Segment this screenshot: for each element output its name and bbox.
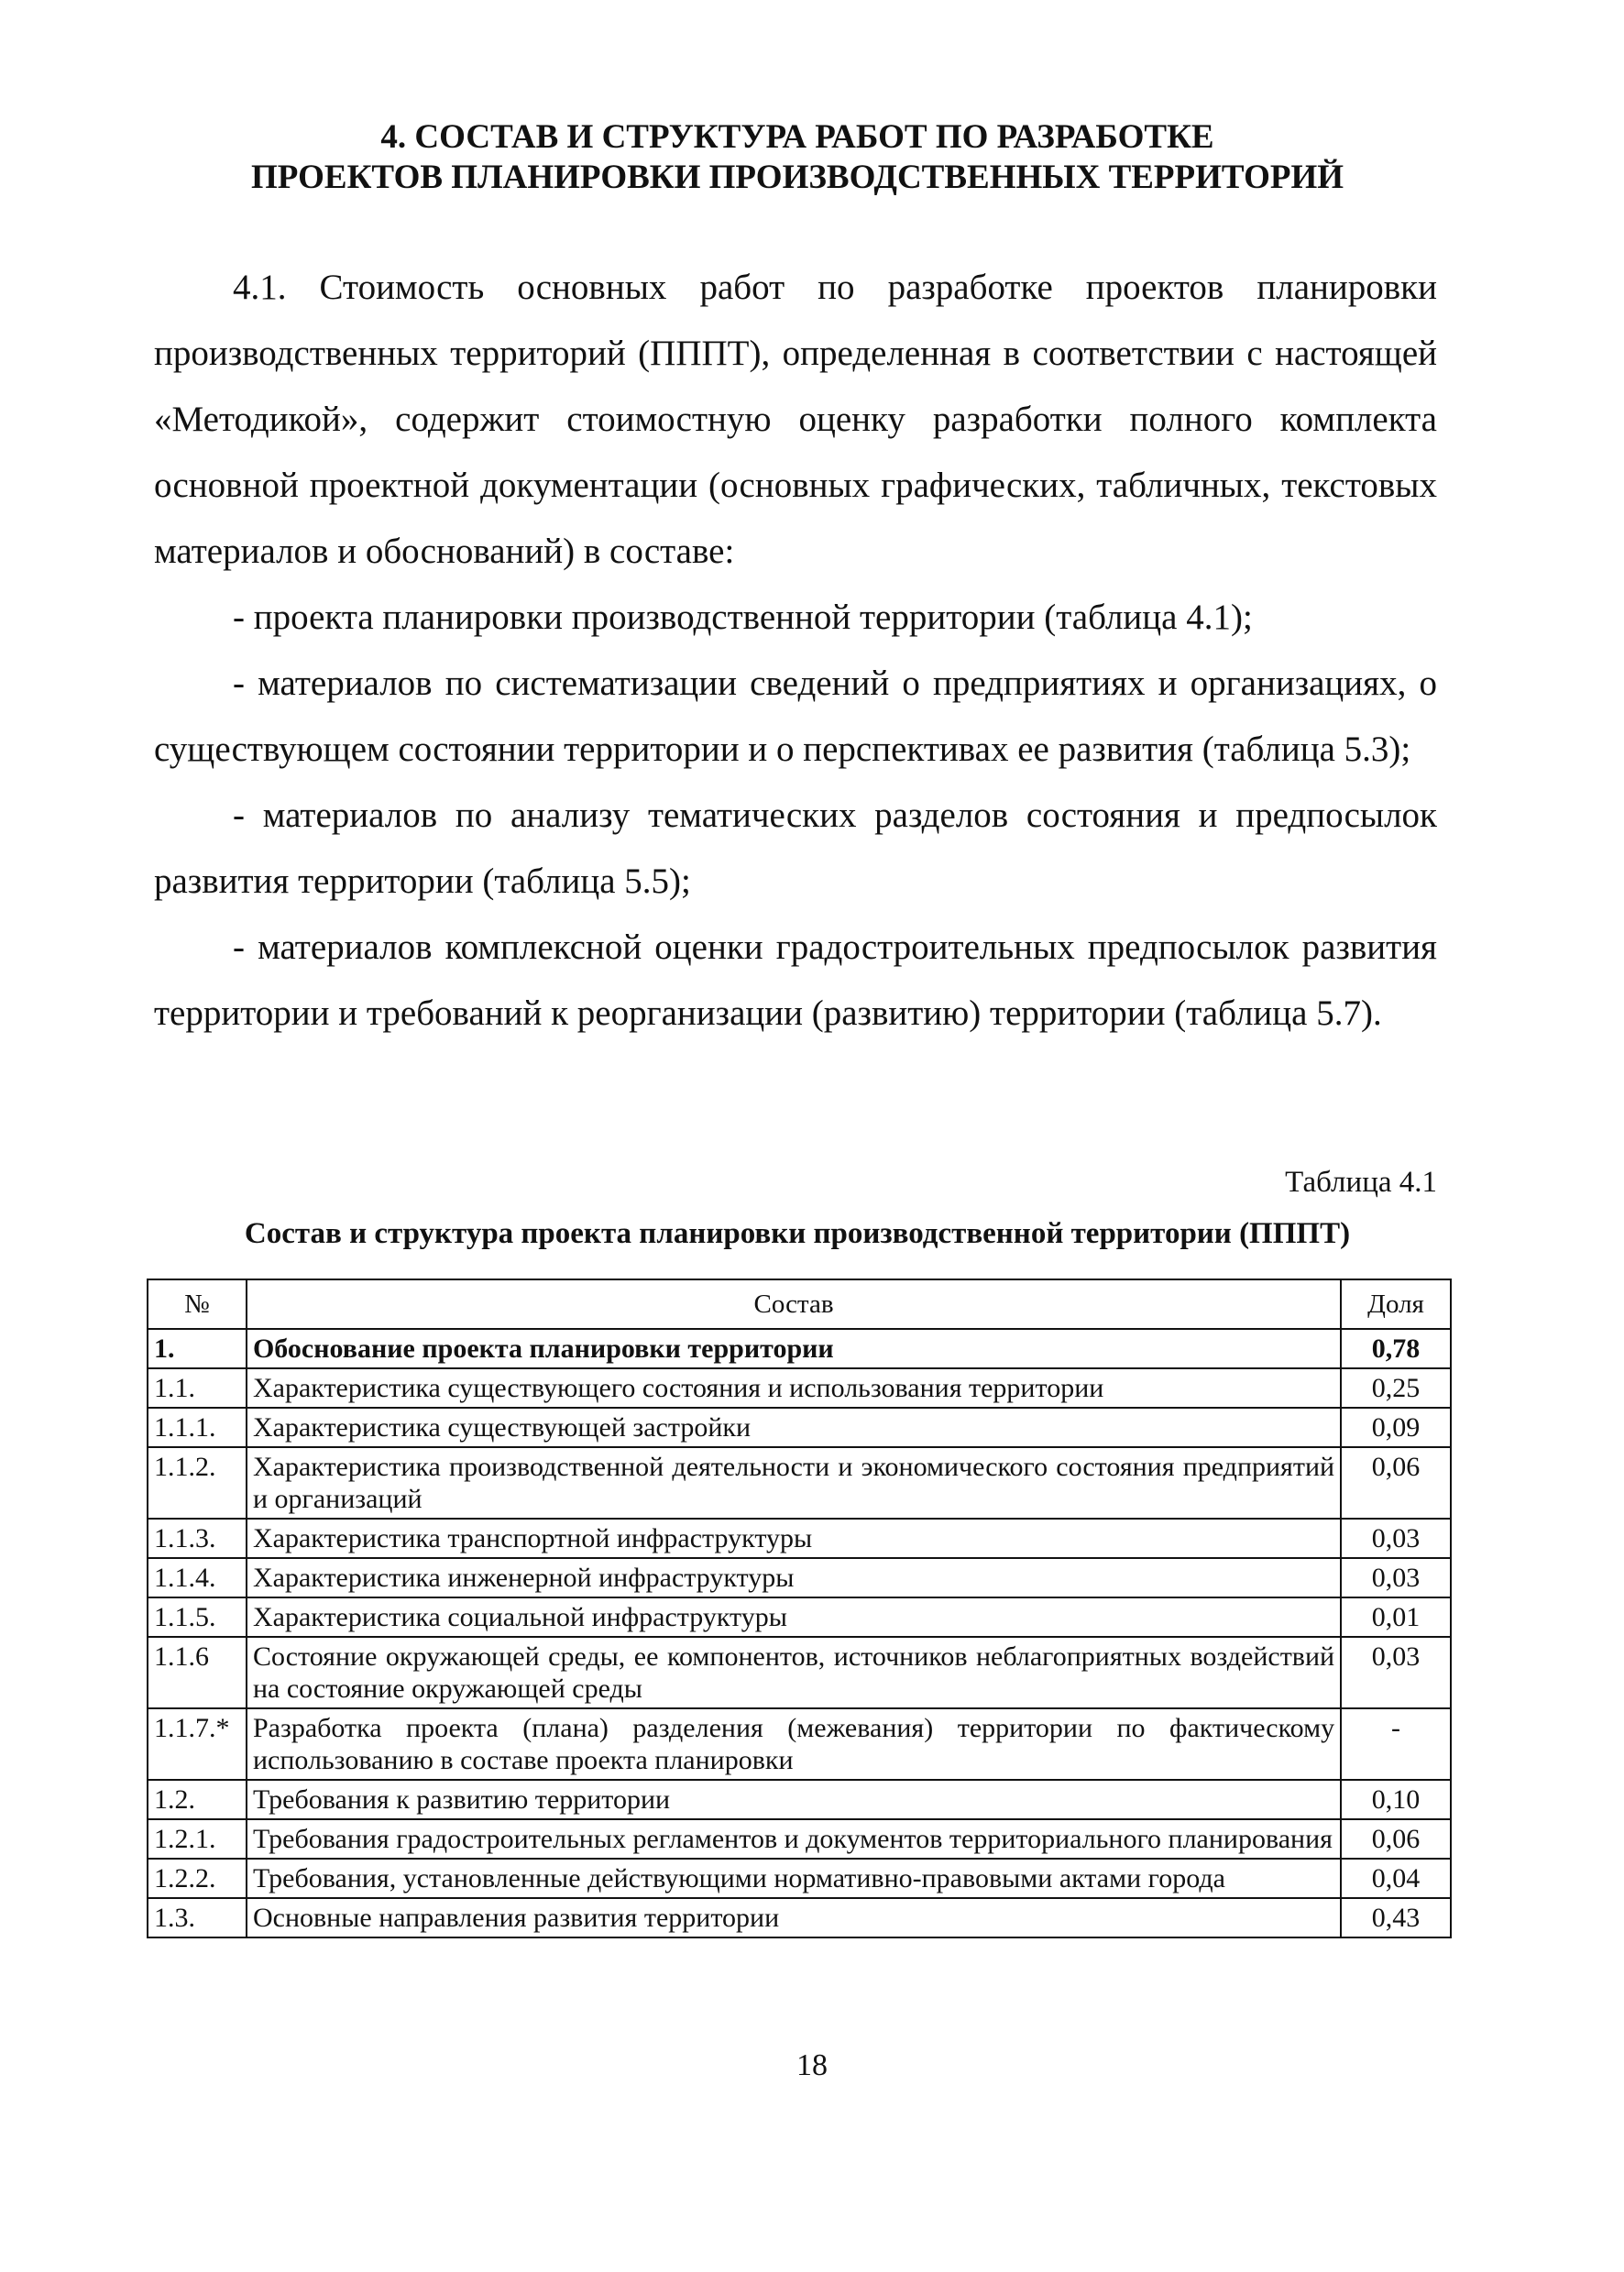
table-row: [148, 1329, 1451, 1368]
row-share: 0,09: [1341, 1408, 1451, 1447]
table-row: [148, 1597, 1451, 1637]
row-text: Разработка проекта (плана) разделения (межевания) территории по фактическому использованию в составе проекта планировки: [247, 1708, 1341, 1780]
row-number: 1.: [148, 1329, 247, 1368]
table-row: [148, 1408, 1451, 1447]
heading-line-1: 4. СОСТАВ И СТРУКТУРА РАБОТ ПО РАЗРАБОТКЕ: [380, 118, 1214, 156]
row-share: 0,25: [1341, 1368, 1451, 1408]
row-share: 0,78: [1341, 1329, 1451, 1368]
header-number: №: [148, 1279, 247, 1329]
row-number: 1.1.6: [148, 1637, 247, 1708]
page-number: 18: [796, 2048, 828, 2082]
row-text: Требования градостроительных регламентов и документов территориального планирования: [247, 1819, 1341, 1859]
row-text: Требования, установленные действующими нормативно-правовыми актами города: [247, 1859, 1341, 1898]
row-text: Характеристика социальной инфраструктуры: [247, 1597, 1341, 1637]
table-row: [148, 1447, 1451, 1519]
row-number: 1.1.1.: [148, 1408, 247, 1447]
row-share: 0,10: [1341, 1780, 1451, 1819]
paragraph-item-4: - материалов комплексной оценки градостроительных предпосылок развития территории и требований к реорганизации (развитию) территории (таблица 5.7).: [154, 927, 1437, 1033]
paragraph-item-2: - материалов по систематизации сведений о предприятиях и организациях, о существующем состоянии территории и о перспективах ее развития (таблица 5.3);: [154, 664, 1437, 769]
table-title: Состав и структура проекта планировки производственной территории (ПППТ): [244, 1217, 1351, 1250]
row-share: 0,43: [1341, 1898, 1451, 1937]
row-text: Обоснование проекта планировки территории: [247, 1329, 1341, 1368]
row-number: 1.1.7.*: [148, 1708, 247, 1780]
row-text: Характеристика транспортной инфраструктуры: [247, 1519, 1341, 1558]
row-share: -: [1341, 1708, 1451, 1780]
table-row: [148, 1708, 1451, 1780]
composition-table: [147, 1279, 1452, 1938]
table-row: [148, 1637, 1451, 1708]
row-text: Требования к развитию территории: [247, 1780, 1341, 1819]
row-number: 1.3.: [148, 1898, 247, 1937]
row-share: 0,06: [1341, 1447, 1451, 1519]
header-composition: Состав: [247, 1279, 1341, 1329]
header-share: Доля: [1341, 1279, 1451, 1329]
table-row: [148, 1519, 1451, 1558]
row-share: 0,06: [1341, 1819, 1451, 1859]
table-row: [148, 1898, 1451, 1937]
row-number: 1.2.2.: [148, 1859, 247, 1898]
row-share: 0,03: [1341, 1637, 1451, 1708]
heading-line-2: ПРОЕКТОВ ПЛАНИРОВКИ ПРОИЗВОДСТВЕННЫХ ТЕРРИТОРИЙ: [250, 159, 1344, 196]
section-heading: [147, 117, 1448, 198]
row-number: 1.2.1.: [148, 1819, 247, 1859]
row-share: 0,03: [1341, 1558, 1451, 1597]
row-text: Характеристика существующего состояния и использования территории: [247, 1368, 1341, 1408]
row-number: 1.1.2.: [148, 1447, 247, 1519]
row-number: 1.1.4.: [148, 1558, 247, 1597]
row-text: Состояние окружающей среды, ее компонентов, источников неблагоприятных воздействий на состояние окружающей среды: [247, 1637, 1341, 1708]
row-share: 0,01: [1341, 1597, 1451, 1637]
table-caption: Таблица 4.1: [1285, 1166, 1437, 1199]
body-text: [154, 255, 1437, 1047]
paragraph-item-1: - проекта планировки производственной территории (таблица 4.1);: [233, 598, 1253, 637]
row-share: 0,03: [1341, 1519, 1451, 1558]
table-row: [148, 1859, 1451, 1898]
row-text: Характеристика существующей застройки: [247, 1408, 1341, 1447]
row-text: Основные направления развития территории: [247, 1898, 1341, 1937]
row-text: Характеристика инженерной инфраструктуры: [247, 1558, 1341, 1597]
table-row: [148, 1819, 1451, 1859]
table-row: [148, 1368, 1451, 1408]
row-number: 1.2.: [148, 1780, 247, 1819]
table-row: [148, 1558, 1451, 1597]
paragraph-intro: 4.1. Стоимость основных работ по разработке проектов планировки производственных территорий (ПППТ), определенная в соответствии с настоящей «Методикой», содержит стоимостную оценку разработки полного комплекта основной проектной документации (основных графических, табличных, текстовых материалов и обоснований) в составе:: [154, 268, 1437, 571]
row-number: 1.1.: [148, 1368, 247, 1408]
table-row: [148, 1780, 1451, 1819]
paragraph-item-3: - материалов по анализу тематических разделов состояния и предпосылок развития территории (таблица 5.5);: [154, 796, 1437, 901]
row-share: 0,04: [1341, 1859, 1451, 1898]
row-text: Характеристика производственной деятельности и экономического состояния предприятий и организаций: [247, 1447, 1341, 1519]
row-number: 1.1.3.: [148, 1519, 247, 1558]
row-number: 1.1.5.: [148, 1597, 247, 1637]
table-header-row: [148, 1279, 1451, 1329]
